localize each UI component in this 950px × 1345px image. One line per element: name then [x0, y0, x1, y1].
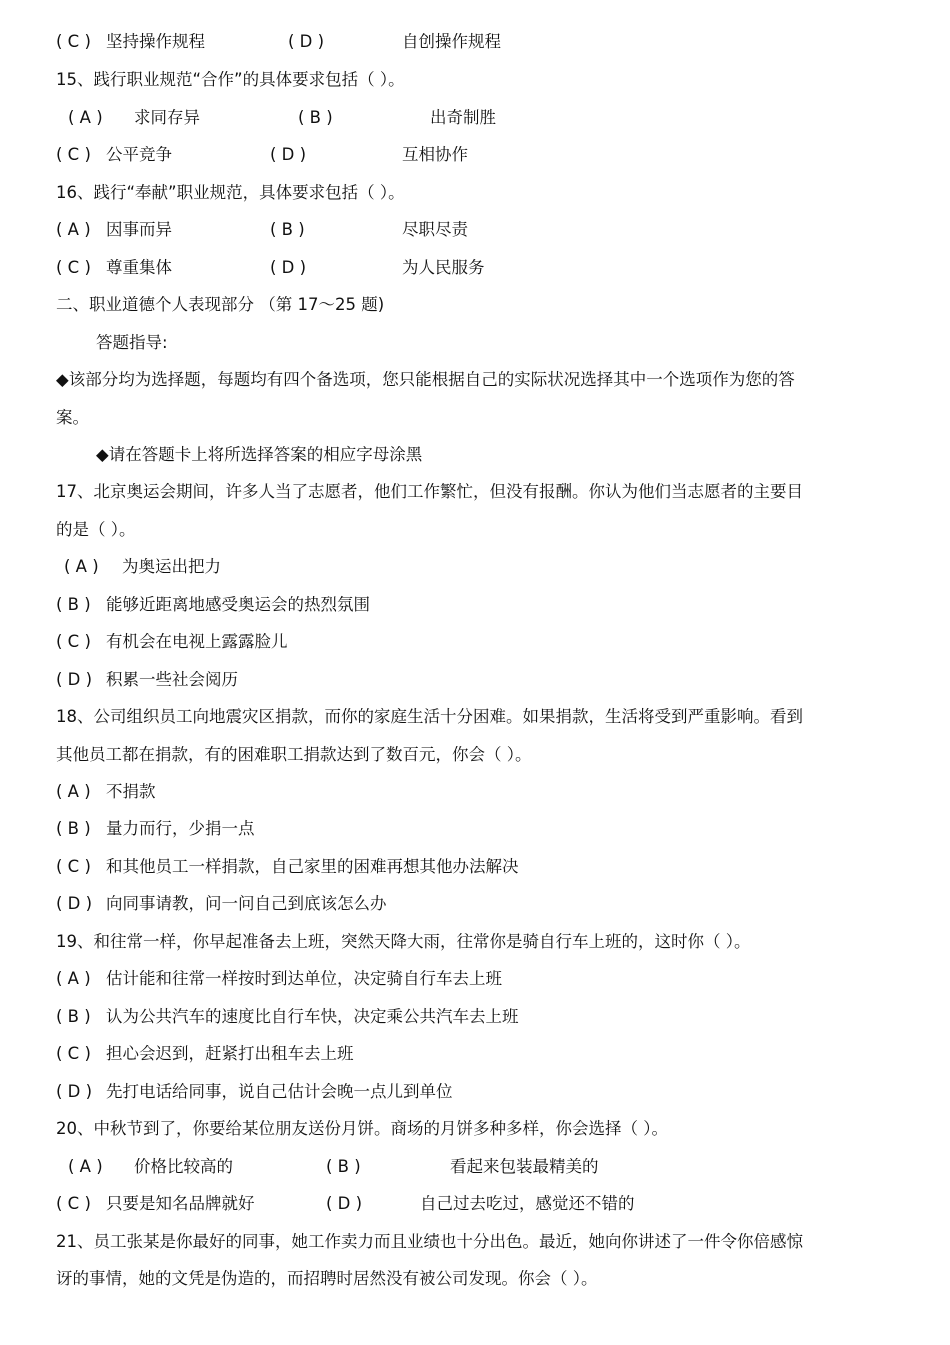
option-text: 向同事请教，问一问自己到底该怎么办: [106, 894, 387, 913]
q19-stem: 19、和往常一样，你早起准备去上班，突然天降大雨，往常你是骑自行车上班的，这时你（ ）。: [56, 932, 751, 951]
option-text: 积累一些社会阅历: [106, 670, 238, 689]
q17-stem: 17、北京奥运会期间，许多人当了志愿者，他们工作繁忙，但没有报酬。你认为他们当志愿者的主要目: [56, 482, 803, 501]
option-label: ( C ): [56, 258, 91, 277]
option-label: ( A ): [56, 220, 91, 239]
option-label: ( B ): [326, 1157, 361, 1176]
option-text: 看起来包装最精美的: [450, 1157, 599, 1176]
option-text: 尊重集体: [106, 258, 172, 277]
section-heading: 二、职业道德个人表现部分 （第 17～25 题): [56, 295, 385, 314]
option-text: 有机会在电视上露露脸儿: [106, 632, 288, 651]
option-text: 因事而异: [106, 220, 172, 239]
q21-stem-cont: 讶的事情，她的文凭是伪造的，而招聘时居然没有被公司发现。你会（ ）。: [56, 1269, 598, 1288]
option-text: 估计能和往常一样按时到达单位，决定骑自行车去上班: [106, 969, 502, 988]
option-text: 互相协作: [402, 145, 468, 164]
option-label: ( D ): [56, 670, 93, 689]
option-label: ( C ): [56, 1194, 91, 1213]
option-label: ( C ): [56, 145, 91, 164]
option-text: 只要是知名品牌就好: [106, 1194, 255, 1213]
option-label: ( B ): [56, 819, 91, 838]
q17-stem-cont: 的是（ ）。: [56, 520, 136, 539]
option-text: 尽职尽责: [402, 220, 468, 239]
option-label: ( C ): [56, 1044, 91, 1063]
option-label: ( C ): [56, 32, 91, 51]
option-label: ( C ): [56, 857, 91, 876]
option-label: ( A ): [64, 557, 99, 576]
option-text: 先打电话给同事，说自己估计会晚一点儿到单位: [106, 1082, 453, 1101]
option-label: ( B ): [270, 220, 305, 239]
option-text: 量力而行，少捐一点: [106, 819, 255, 838]
option-label: ( D ): [270, 145, 307, 164]
q15-stem: 15、践行职业规范“合作”的具体要求包括（ ）。: [56, 70, 405, 89]
instruction-1: ◆该部分均为选择题，每题均有四个备选项，您只能根据自己的实际状况选择其中一个选项作为您的答: [56, 370, 795, 389]
option-text: 自己过去吃过，感觉还不错的: [420, 1194, 635, 1213]
option-text: 价格比较高的: [134, 1157, 233, 1176]
option-label: ( A ): [68, 1157, 103, 1176]
q18-stem-cont: 其他员工都在捐款，有的困难职工捐款达到了数百元，你会（ ）。: [56, 745, 532, 764]
option-text: 求同存异: [134, 108, 200, 127]
q16-stem: 16、践行“奉献”职业规范，具体要求包括（ ）。: [56, 183, 405, 202]
option-text: 认为公共汽车的速度比自行车快，决定乘公共汽车去上班: [106, 1007, 519, 1026]
option-label: ( D ): [56, 894, 93, 913]
instruction-2: ◆请在答题卡上将所选择答案的相应字母涂黑: [96, 445, 423, 464]
q20-stem: 20、中秋节到了，你要给某位朋友送份月饼。商场的月饼多种多样，你会选择（ ）。: [56, 1119, 668, 1138]
option-label: ( A ): [56, 969, 91, 988]
option-label: ( B ): [56, 1007, 91, 1026]
option-text: 出奇制胜: [430, 108, 496, 127]
option-label: ( D ): [288, 32, 325, 51]
option-label: ( C ): [56, 632, 91, 651]
option-text: 自创操作规程: [402, 32, 501, 51]
q21-stem: 21、员工张某是你最好的同事，她工作卖力而且业绩也十分出色。最近，她向你讲述了一件令你倍感惊: [56, 1232, 803, 1251]
option-text: 公平竞争: [106, 145, 172, 164]
option-label: ( D ): [270, 258, 307, 277]
option-text: 为奥运出把力: [122, 557, 221, 576]
guide-title: 答题指导:: [96, 333, 168, 352]
option-label: ( A ): [68, 108, 103, 127]
option-label: ( D ): [326, 1194, 363, 1213]
option-text: 为人民服务: [402, 258, 485, 277]
option-text: 能够近距离地感受奥运会的热烈氛围: [106, 595, 370, 614]
instruction-1-cont: 案。: [56, 408, 89, 427]
option-label: ( B ): [298, 108, 333, 127]
option-text: 不捐款: [106, 782, 156, 801]
option-label: ( B ): [56, 595, 91, 614]
q18-stem: 18、公司组织员工向地震灾区捐款，而你的家庭生活十分困难。如果捐款，生活将受到严重影响。看到: [56, 707, 803, 726]
option-text: 担心会迟到，赶紧打出租车去上班: [106, 1044, 354, 1063]
option-label: ( D ): [56, 1082, 93, 1101]
option-text: 和其他员工一样捐款，自己家里的困难再想其他办法解决: [106, 857, 519, 876]
option-label: ( A ): [56, 782, 91, 801]
option-text: 坚持操作规程: [106, 32, 205, 51]
